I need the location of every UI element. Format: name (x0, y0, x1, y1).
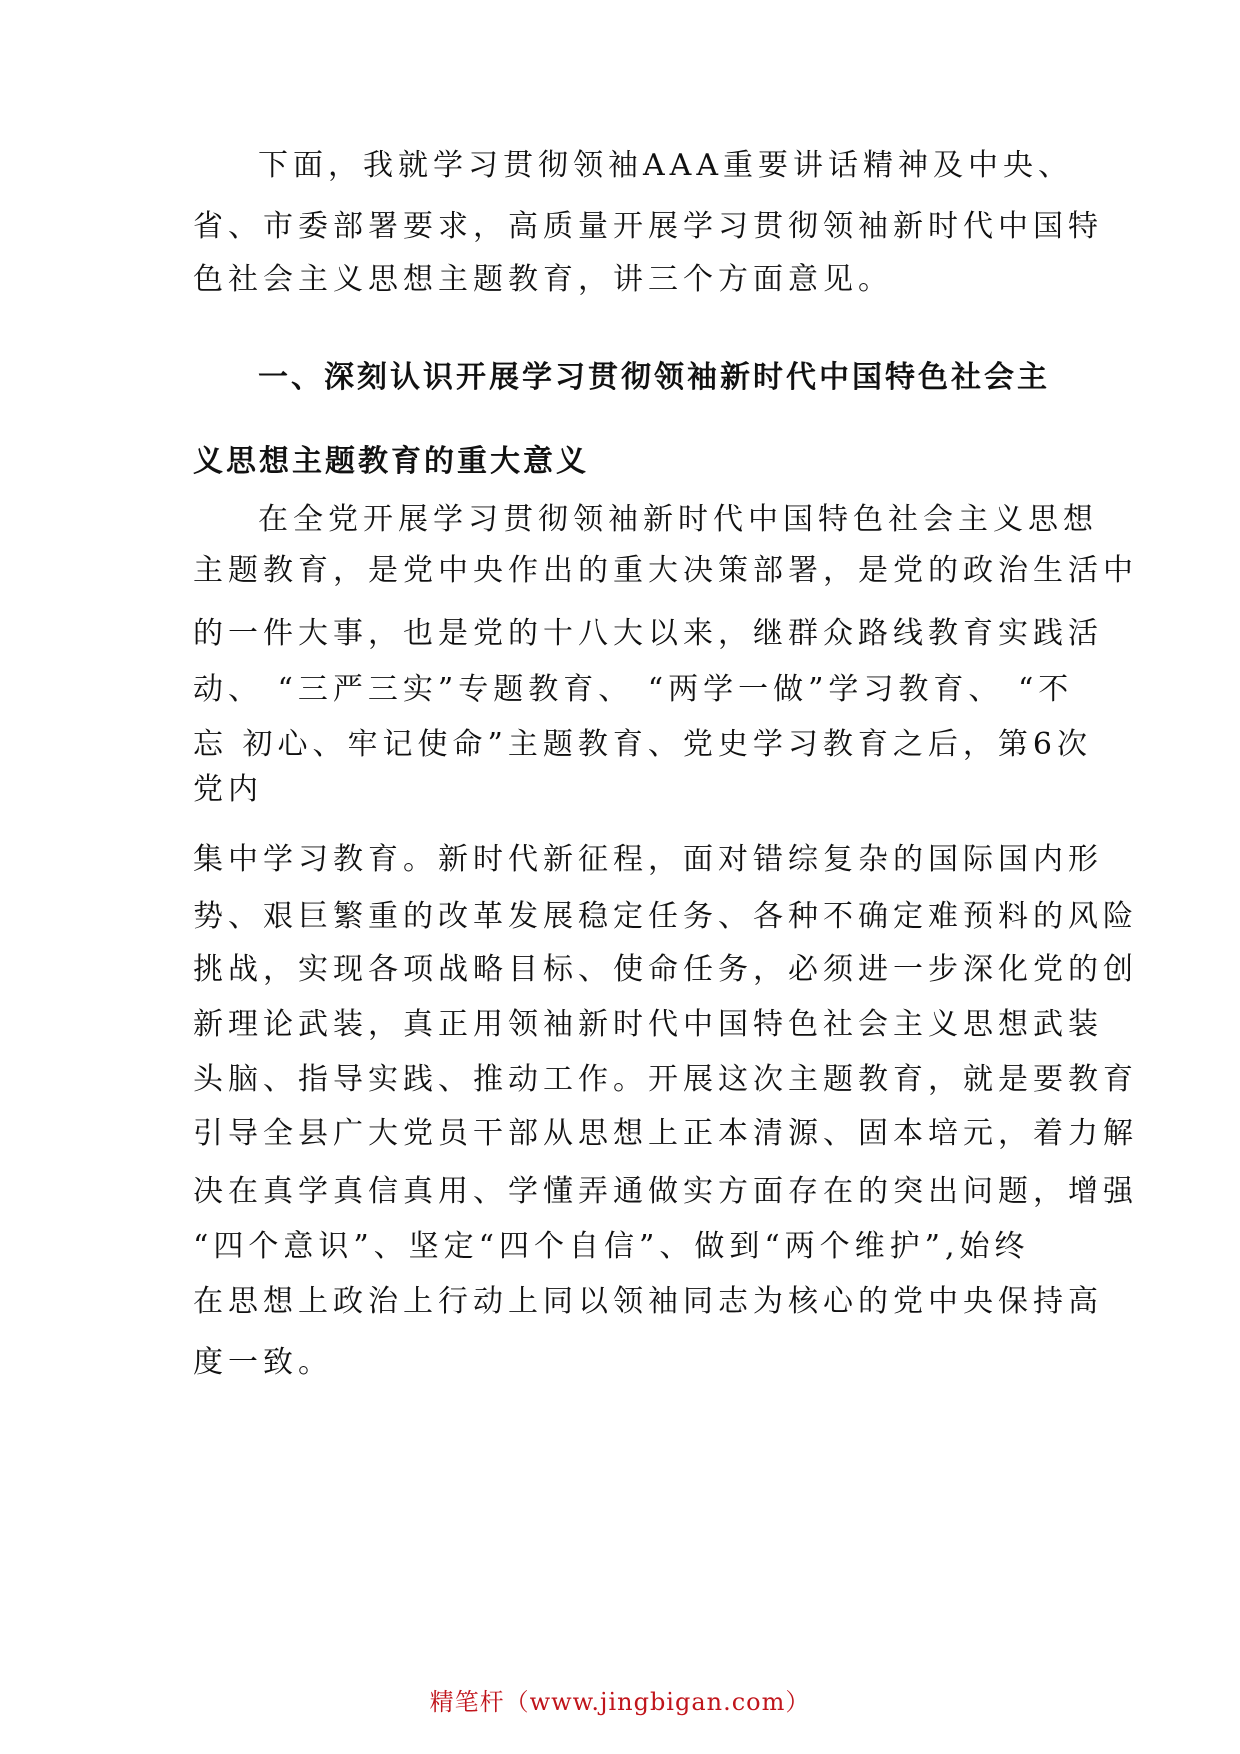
body-line-3: 的一件大事，也是党的十八大以来，继群众路线教育实践活 (193, 616, 1103, 651)
body-line-7: 集中学习教育。新时代新征程，面对错综复杂的国际国内形 (193, 842, 1103, 877)
body-line-13: 决在真学真信真用、学懂弄通做实方面存在的突出问题，增强 (193, 1174, 1138, 1209)
intro-line-1: 下面，我就学习贯彻领袖AAA重要讲话精神及中央、 (258, 148, 1073, 183)
body-line-2: 主题教育，是党中央作出的重大决策部署，是党的政治生活中 (193, 553, 1138, 588)
body-line-15: 在思想上政治上行动上同以领袖同志为核心的党中央保持高 (193, 1284, 1103, 1319)
section-heading-line-1: 一、深刻认识开展学习贯彻领袖新时代中国特色社会主 (258, 360, 1050, 395)
body-line-14: “四个意识”、坚定“四个自信”、做到“两个维护”,始终 (193, 1229, 1030, 1264)
section-heading-line-2: 义思想主题教育的重大意义 (193, 444, 589, 479)
body-line-8: 势、艰巨繁重的改革发展稳定任务、各种不确定难预料的风险 (193, 899, 1138, 934)
footer-link[interactable]: 精笔杆（www.jingbigan.com） (429, 1688, 811, 1716)
body-line-1: 在全党开展学习贯彻领袖新时代中国特色社会主义思想 (258, 502, 1098, 537)
body-line-9: 挑战，实现各项战略目标、使命任务，必须进一步深化党的创 (193, 952, 1138, 987)
body-line-12: 引导全县广大党员干部从思想上正本清源、固本培元，着力解 (193, 1116, 1138, 1151)
intro-line-2: 省、市委部署要求，高质量开展学习贯彻领袖新时代中国特 (193, 209, 1103, 244)
body-line-4: 动、 “三严三实”专题教育、 “两学一做”学习教育、 “不 (193, 672, 1074, 707)
body-line-16: 度一致。 (193, 1345, 333, 1380)
body-line-5: 忘 初心、牢记使命”主题教育、党史学习教育之后，第6次 (193, 727, 1092, 762)
body-line-6: 党内 (193, 772, 263, 807)
body-line-11: 头脑、指导实践、推动工作。开展这次主题教育，就是要教育 (193, 1062, 1138, 1097)
body-line-10: 新理论武装，真正用领袖新时代中国特色社会主义思想武装 (193, 1007, 1103, 1042)
intro-line-3: 色社会主义思想主题教育，讲三个方面意见。 (193, 262, 893, 297)
